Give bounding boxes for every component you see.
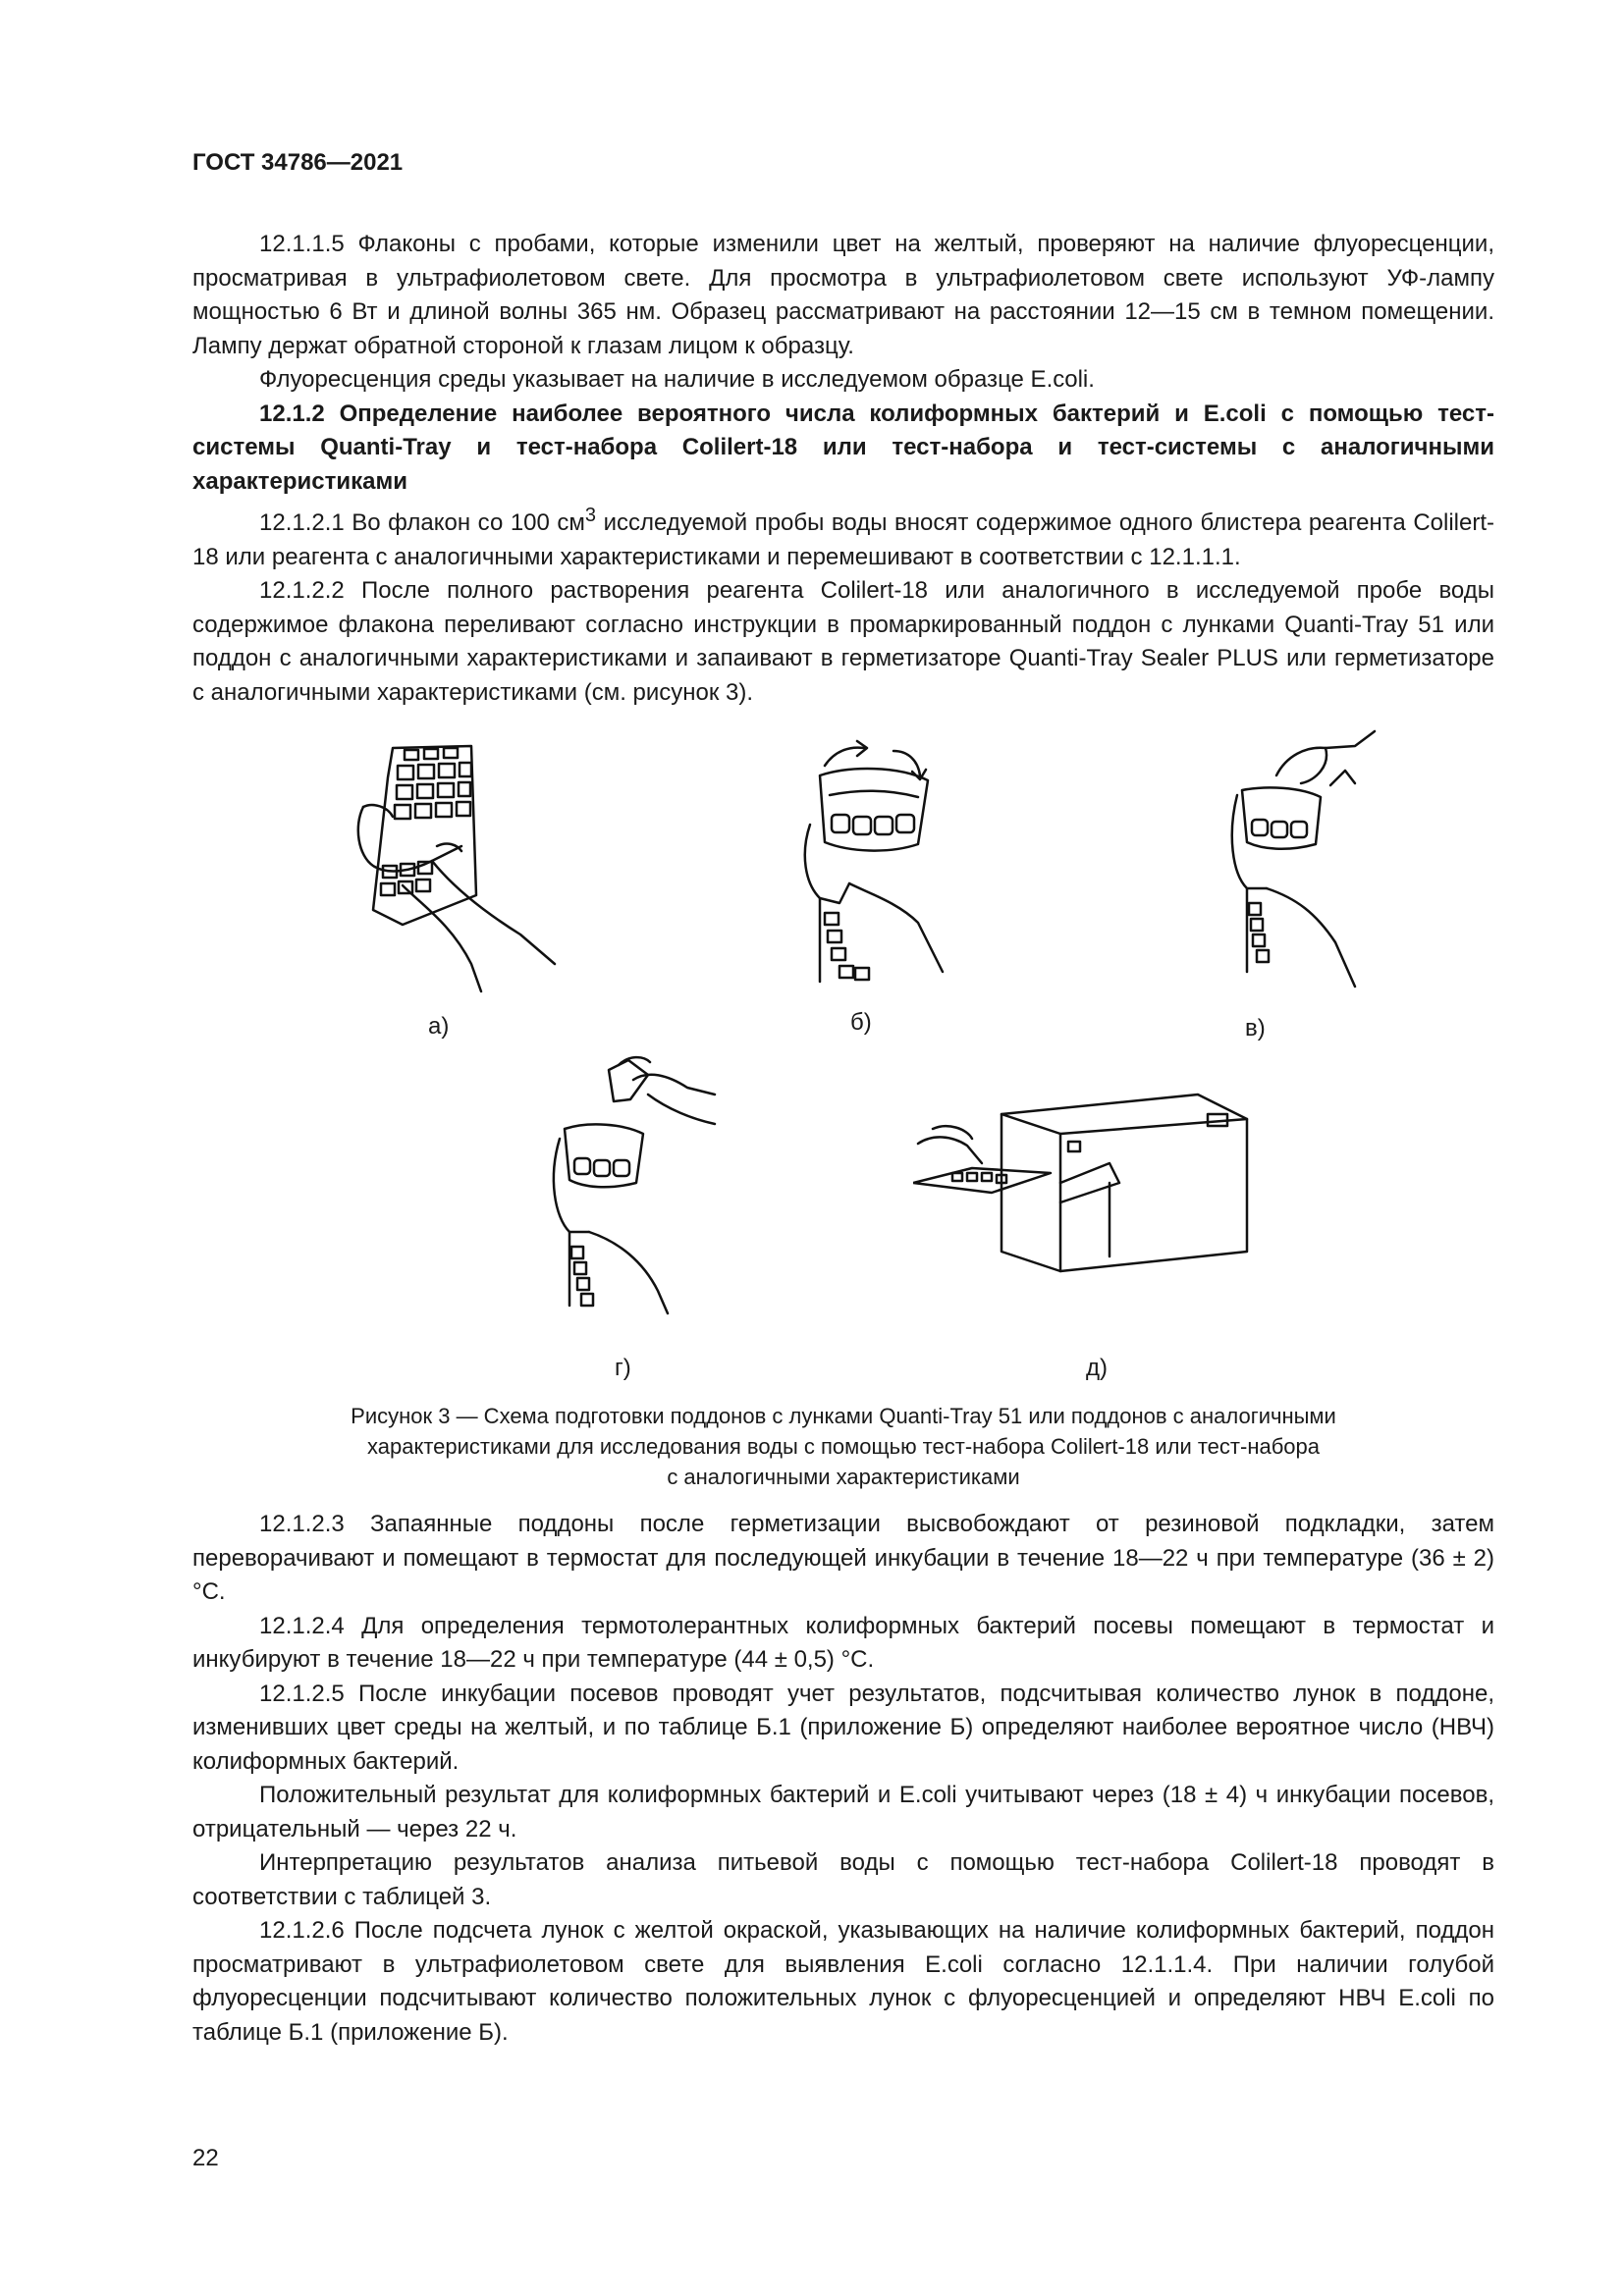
hand-illustration — [1232, 731, 1375, 987]
paragraph-12-1-1-5: 12.1.1.5 Флаконы с пробами, которые изменили цвет на желтый, проверяют на наличие флуоресценции, просматривая в ультрафиолетовом свете. Для просмотра в ультрафиолетовом свете используют УФ-лампу мощностью 6 Вт и длиной волны 365 нм. Образец рассматривают на расстоянии 12—15 см в темном помещении. Лампу держат обратной стороной к глазам лицом к образцу. — [192, 231, 1494, 359]
text-block-top — [192, 228, 1494, 710]
hand-illustration — [918, 1126, 982, 1163]
figure-label-a: а) — [428, 1013, 450, 1040]
tray-illustration — [913, 1168, 1051, 1193]
figure-caption — [192, 1401, 1494, 1492]
document-header: ГОСТ 34786—2021 — [192, 149, 404, 176]
sealer-machine-illustration — [1001, 1095, 1247, 1271]
hand-illustration — [805, 825, 943, 982]
paragraph-12-1-2-6: 12.1.2.6 После подсчета лунок с желтой окраской, указывающих на наличие колиформных бактерий, поддон просматривают в ультрафиолетовом свете для выявления E.coli согласно 12.1.1.4. При наличии голубой флуоресценции подсчитывают количество положительных лунок с флуоресценцией и определяют НВЧ E.coli по таблице Б.1 (приложение Б). — [192, 1917, 1494, 2046]
paragraph-12-1-2-2: 12.1.2.2 После полного растворения реагента Colilert-18 или аналогичного в исследуемой пробе воды содержимое флакона переливают согласно инструкции в промаркированный поддон с лунками Quanti-Tray 51 или поддон с аналогичными характеристиками и запаивают в герметизаторе Quanti-Tray Sealer PLUS или герметизаторе с аналогичными характеристиками (см. рисунок 3). — [192, 577, 1494, 706]
paragraph-fluorescence: Флуоресценция среды указывает на наличие в исследуемом образце E.coli. — [259, 366, 1095, 393]
paragraph-12-1-2-1-end: исследуемой пробы воды вносят содержимое одного блистера реагента Colilert-18 или реагента с аналогичными характеристиками и перемешивают в соответствии с 12.1.1.1. — [192, 509, 1494, 570]
tray-illustration — [373, 746, 476, 925]
figure-label-d: г) — [615, 1355, 631, 1381]
figure-label-e: д) — [1086, 1355, 1108, 1381]
figure-caption-line: Рисунок 3 — Схема подготовки поддонов с лунками Quanti-Tray 51 или поддонов с аналогичными — [351, 1404, 1336, 1428]
tray-illustration — [820, 769, 928, 980]
paragraph-12-1-2-1 — [192, 499, 1494, 574]
figure-caption-line: с аналогичными характеристиками — [667, 1465, 1020, 1489]
figure-panel-e — [913, 1075, 1276, 1281]
bottle-illustration — [609, 1057, 650, 1101]
text-block-bottom — [192, 1508, 1494, 2050]
figure-caption-line: характеристиками для исследования воды с помощью тест-набора Colilert-18 или тест-набора — [366, 1434, 1321, 1459]
paragraph-12-1-2-1-start: 12.1.2.1 Во флакон со 100 см — [259, 509, 585, 536]
superscript-cube: 3 — [584, 505, 597, 526]
figure-panel-d — [520, 1041, 717, 1315]
tray-illustration — [1242, 771, 1355, 962]
page-number: 22 — [192, 2145, 219, 2171]
paragraph-12-1-2-3: 12.1.2.3 Запаянные поддоны после герметизации высвобождают от резиновой подкладки, затем переворачивают и помещают в термостат для последующей инкубации в течение 18—22 ч при температуре (36 ± 2) °С. — [192, 1511, 1494, 1605]
figure-panel-c — [1208, 726, 1384, 991]
hand-illustration — [358, 805, 555, 991]
paragraph-positive-result: Положительный результат для колиформных бактерий и E.coli учитывают через (18 ± 4) ч инкубации посевов, отрицательный — через 22 ч. — [192, 1782, 1494, 1842]
tray-illustration — [565, 1124, 643, 1306]
figure-label-c: в) — [1245, 1015, 1266, 1041]
figure-panel-b — [771, 736, 967, 991]
section-heading-12-1-2: 12.1.2 Определение наиболее вероятного числа колиформных бактерий и E.coli с помощью тест-системы Quanti-Tray и тест-набора Colilert-18 или тест-набора и тест-системы с аналогичными характеристиками — [192, 400, 1494, 495]
paragraph-interpretation: Интерпретацию результатов анализа питьевой воды с помощью тест-набора Colilert-18 проводят в соответствии с таблицей 3. — [192, 1849, 1494, 1910]
paragraph-12-1-2-4: 12.1.2.4 Для определения термотолерантных колиформных бактерий посевы помещают в термостат и инкубируют в течение 18—22 ч при температуре (44 ± 0,5) °С. — [192, 1612, 1494, 1673]
paragraph-12-1-2-5: 12.1.2.5 После инкубации посевов проводят учет результатов, подсчитывая количество лунок в поддоне, изменивших цвет среды на желтый, и по таблице Б.1 (приложение Б) определяют наиболее вероятное число (НВЧ) колиформных бактерий. — [192, 1680, 1494, 1775]
figure-label-b: б) — [850, 1009, 872, 1036]
figure-panel-a — [334, 738, 560, 993]
